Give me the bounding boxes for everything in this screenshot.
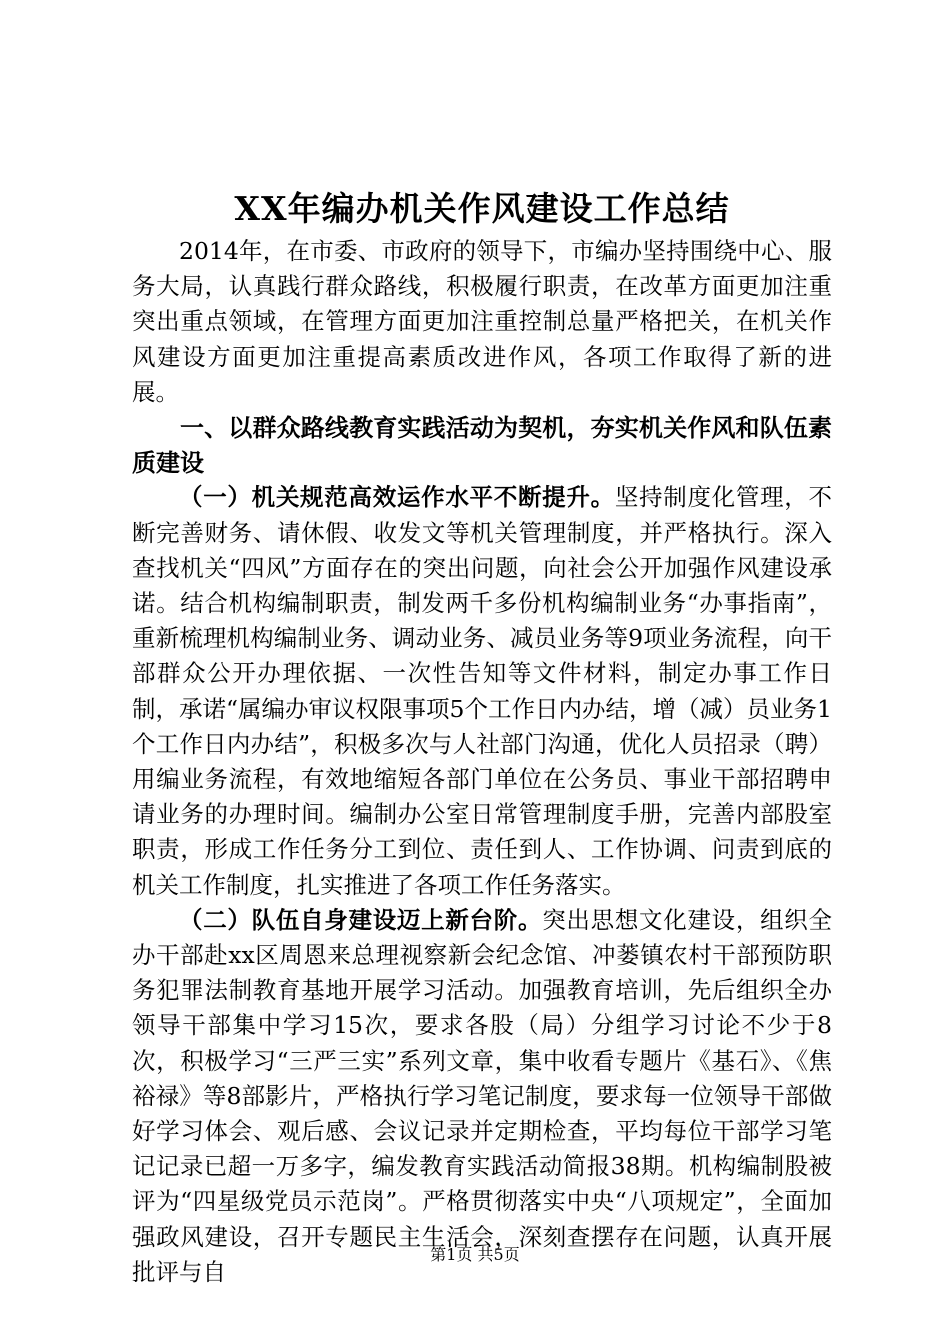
subsection-text-1: 坚持制度化管理，不断完善财务、请休假、收发文等机关管理制度，并严格执行。深入查找机关“四风”方面存在的突出问题，向社会公开加强作风建设承诺。结合机构编制职责，制发两千多份机构编制业务“办事指南”，重新梳理机构编制业务、调动业务、减员业务等9项业务流程，向干部群众公开办理依据、一次性告知等文件材料，制定办事工作日制，承诺“属编办审议权限事项5个工作日内办结，增（减）员业务1个工作日内办结”，积极多次与人社部门沟通，优化人员招录（聘）用编业务流程，有效地缩短各部门单位在公务员、事业干部招聘申请业务的办理时间。编制办公室日常管理制度手册，完善内部股室职责，形成工作任务分工到位、责任到人、工作协调、问责到底的机关工作制度，扎实推进了各项工作任务落实。 — [132, 483, 833, 899]
document-title: XX年编办机关作风建设工作总结 — [234, 189, 730, 228]
subsection-paragraph-2 — [132, 903, 832, 1290]
subsection-paragraph-1 — [132, 480, 832, 902]
intro-paragraph: 2014年，在市委、市政府的领导下，市编办坚持围绕中心、服务大局，认真践行群众路线，积极履行职责，在改革方面更加注重突出重点领域，在管理方面更加注重控制总量严格把关，在机关作风建设方面更加注重提高素质改进作风，各项工作取得了新的进展。 — [132, 237, 832, 406]
section-heading-1: 一、以群众路线教育实践活动为契机，夯实机关作风和队伍素质建设 — [132, 413, 832, 478]
document-body — [132, 234, 832, 1290]
subsection-lead-1: （一）机关规范高效运作水平不断提升。 — [179, 483, 615, 512]
subsection-text-2: 突出思想文化建设，组织全办干部赴xx区周恩来总理视察新会纪念馆、冲蒌镇农村干部预防职务犯罪法制教育基地开展学习活动。加强教育培训，先后组织全办领导干部集中学习15次，要求各股（局）分组学习讨论不少于8次，积极学习“三严三实”系列文章，集中收看专题片《基石》、《焦裕禄》等8部影片，严格执行学习笔记制度，要求每一位领导干部做好学习体会、观后感、会议记录并定期检查，平均每位干部学习笔记记录已超一万多字，编发教育实践活动简报38期。机构编制股被评为“四星级党员示范岗”。严格贯彻落实中央“八项规定”，全面加强政风建设，召开专题民主生活会，深刻查摆存在问题，认真开展批评与自 — [132, 905, 833, 1286]
page-footer: 第1页 共5页 — [430, 1245, 520, 1264]
subsection-lead-2: （二）队伍自身建设迈上新台阶。 — [179, 905, 543, 934]
